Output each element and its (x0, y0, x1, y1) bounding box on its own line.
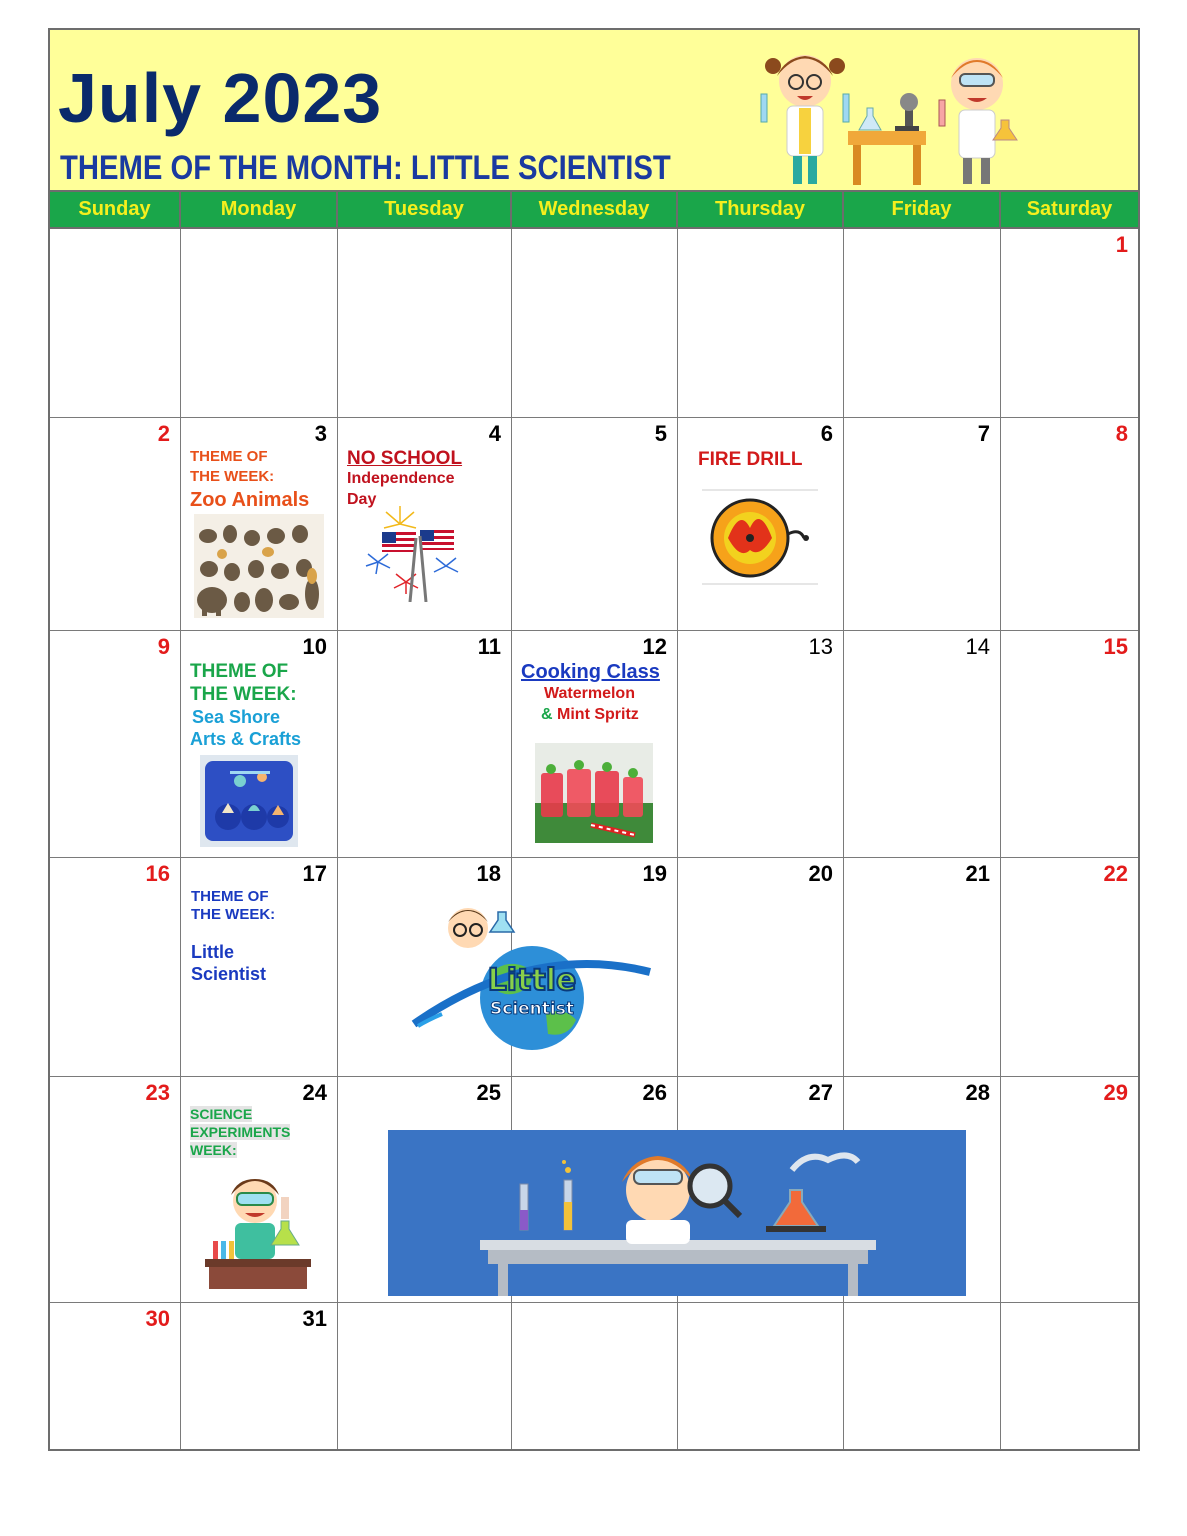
theme-of-week-label: THEME OF (191, 888, 269, 905)
science-week-label: SCIENCE (190, 1106, 253, 1122)
day-number: 13 (808, 634, 833, 659)
calendar-cell-empty (1001, 1303, 1138, 1449)
watermelon-spritz-picture (535, 743, 653, 843)
day-number: 24 (302, 1080, 327, 1105)
calendar-day-24 (181, 1077, 338, 1303)
calendar-cell-empty (512, 229, 678, 418)
calendar-day-12 (512, 631, 678, 858)
day-number: 6 (820, 421, 833, 446)
week-topic: Little (191, 942, 234, 962)
day-number: 25 (476, 1080, 501, 1105)
calendar-cell-empty (338, 1303, 512, 1449)
theme-of-week-label: THE WEEK: (190, 684, 297, 705)
calendar-day-9 (50, 631, 181, 858)
logo-word-scientist: Scientist (490, 999, 574, 1019)
week-topic: Arts & Crafts (190, 729, 302, 749)
week-topic: Zoo Animals (190, 489, 310, 511)
calendar-day-7 (844, 418, 1001, 631)
little-scientist-logo (408, 902, 656, 1050)
theme-of-week-label: THE WEEK: (191, 906, 276, 923)
calendar-day-30 (50, 1303, 181, 1449)
calendar-day-2 (50, 418, 181, 631)
weekday-thursday: Thursday (678, 192, 844, 227)
calendar-day-31 (181, 1303, 338, 1449)
calendar-day-1 (1001, 229, 1138, 418)
calendar-day-14 (844, 631, 1001, 858)
calendar-day-3 (181, 418, 338, 631)
day-number: 27 (808, 1080, 833, 1105)
calendar-cell-empty (844, 229, 1001, 418)
day-number: 4 (488, 421, 501, 446)
theme-of-week-label: THE WEEK: (190, 468, 275, 485)
day-number: 12 (642, 634, 667, 659)
week-topic: Scientist (191, 964, 267, 984)
kid-scientists-illustration (755, 36, 1035, 188)
calendar-day-22 (1001, 858, 1138, 1077)
calendar-day-23 (50, 1077, 181, 1303)
calendar-day-13 (678, 631, 844, 858)
calendar-cell-empty (50, 229, 181, 418)
calendar-day-5 (512, 418, 678, 631)
fire-drill-label: FIRE DRILL (698, 449, 803, 470)
recipe-name (541, 706, 639, 724)
fireworks-flag-picture (364, 506, 464, 602)
week-topic: Sea Shore (192, 707, 281, 727)
day-number: 3 (314, 421, 327, 446)
calendar-cell-empty (844, 1303, 1001, 1449)
day-number: 16 (145, 861, 170, 886)
day-number: 10 (302, 634, 327, 659)
science-week-label: WEEK: (190, 1142, 237, 1158)
logo-word-little: Little (487, 963, 577, 998)
recipe-name: Watermelon (544, 685, 635, 702)
weekday-header-row (50, 192, 1138, 229)
theme-of-month-title: THEME OF THE MONTH: LITTLE SCIENTIST (60, 149, 671, 187)
fire-drill-bell-picture (700, 488, 820, 588)
weekday-saturday: Saturday (1026, 198, 1113, 220)
day-number: 1 (1115, 232, 1128, 257)
calendar-day-16 (50, 858, 181, 1077)
day-number: 18 (476, 861, 501, 886)
boy-scientist-picture (205, 1167, 311, 1289)
holiday-name: Day (347, 491, 377, 508)
weekday-monday: Monday (181, 192, 338, 227)
day-number: 29 (1103, 1080, 1128, 1105)
day-number: 19 (642, 861, 667, 886)
calendar-cell-empty (678, 229, 844, 418)
calendar-cell-empty (512, 1303, 678, 1449)
month-title: July 2023 (58, 59, 383, 137)
calendar-day-17 (181, 858, 338, 1077)
calendar-day-6 (678, 418, 844, 631)
calendar-day-15 (1001, 631, 1138, 858)
day-number: 14 (965, 634, 990, 659)
weekday-friday: Friday (844, 192, 1001, 227)
day-number: 20 (808, 861, 833, 886)
day-number: 23 (145, 1080, 170, 1105)
weekday-sunday: Sunday (50, 192, 181, 227)
science-week-label: EXPERIMENTS (190, 1124, 291, 1140)
calendar-cell-empty (181, 229, 338, 418)
theme-of-week-label: THEME OF (190, 448, 268, 465)
day-number: 11 (477, 634, 501, 659)
day-number: 17 (302, 861, 327, 886)
calendar-header (50, 30, 1138, 192)
recipe-ampersand: & (541, 706, 553, 723)
day-number: 28 (965, 1080, 990, 1105)
day-number: 15 (1103, 634, 1128, 659)
recipe-name-rest: Mint Spritz (557, 706, 639, 723)
calendar-cell-empty (338, 229, 512, 418)
day-number: 26 (642, 1080, 667, 1105)
calendar-day-4 (338, 418, 512, 631)
day-number: 21 (965, 861, 990, 886)
holiday-name: Independence (347, 470, 455, 487)
day-number: 8 (1115, 421, 1128, 446)
day-number: 5 (654, 421, 667, 446)
day-number: 30 (145, 1306, 170, 1331)
calendar-cell-empty (678, 1303, 844, 1449)
day-number: 31 (302, 1306, 327, 1331)
day-number: 9 (157, 634, 170, 659)
no-school-label: NO SCHOOL (347, 448, 463, 469)
cooking-class-label: Cooking Class (521, 661, 660, 683)
calendar-day-29 (1001, 1077, 1138, 1303)
science-experiment-banner (388, 1130, 966, 1296)
weekday-tuesday: Tuesday (338, 192, 512, 227)
calendar-day-20 (678, 858, 844, 1077)
theme-of-week-label: THEME OF (190, 661, 289, 682)
calendar-day-8 (1001, 418, 1138, 631)
day-number: 7 (977, 421, 990, 446)
weekday-wednesday: Wednesday (512, 192, 678, 227)
zoo-animals-picture (194, 514, 324, 618)
day-number: 2 (157, 421, 170, 446)
calendar-day-11 (338, 631, 512, 858)
calendar-frame (48, 28, 1140, 1451)
calendar-day-21 (844, 858, 1001, 1077)
day-number: 22 (1103, 861, 1128, 886)
sea-shore-craft-picture (200, 755, 298, 847)
calendar-day-10 (181, 631, 338, 858)
